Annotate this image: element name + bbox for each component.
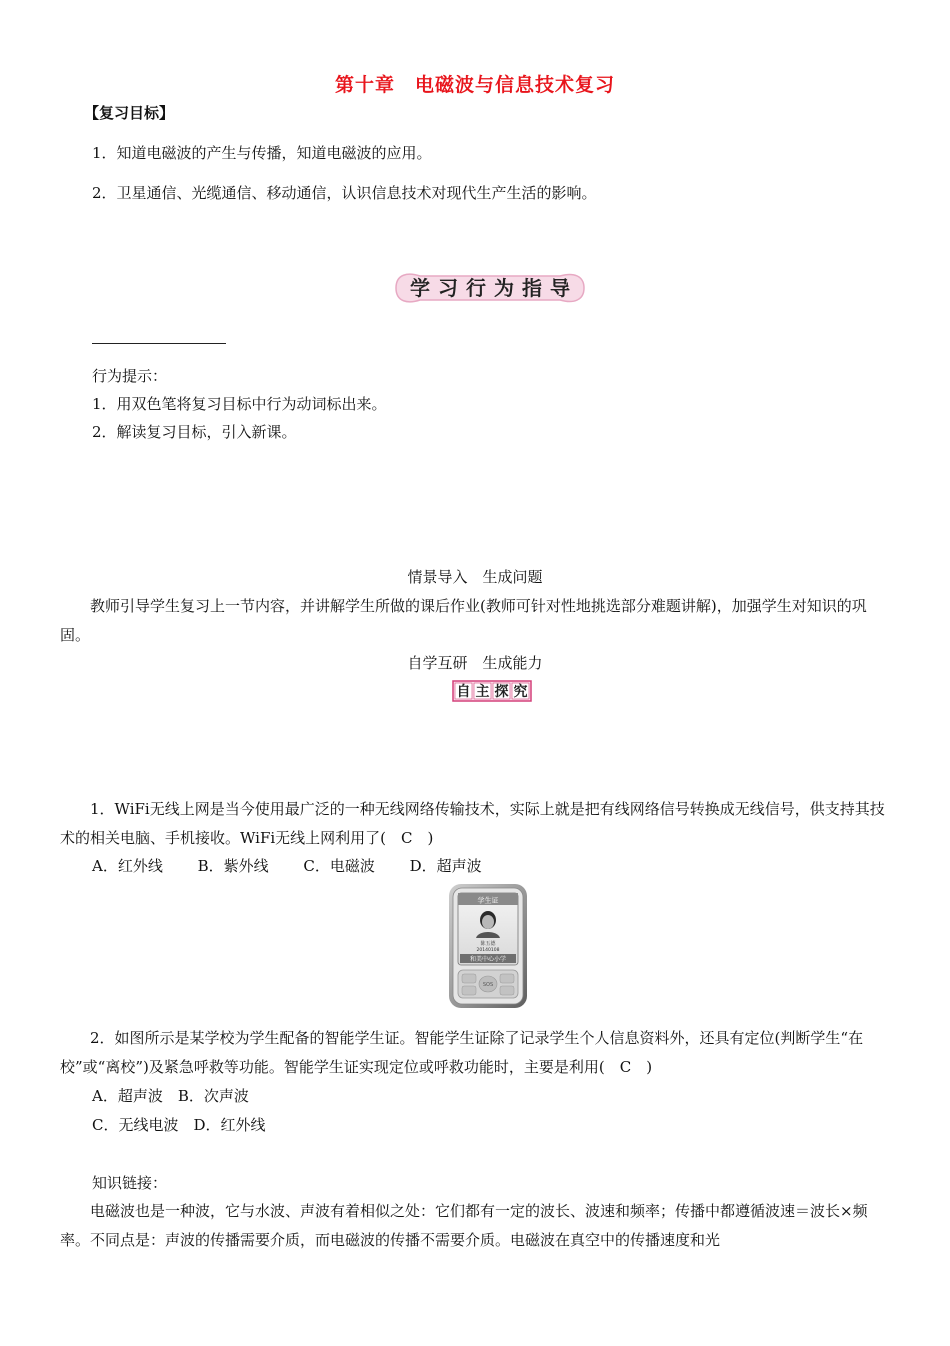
device-number-text: 20140108 (476, 948, 500, 953)
question-2-stem: 2．如图所示是某学校为学生配备的智能学生证。智能学生证除了记录学生个人信息资料外，还具有定位(判断学生“在校”或“离校”)及紧急呼救等功能。智能学生证实现定位或呼救功能时，主要是利用( C ) (60, 1029, 864, 1076)
banner-char: 导 (550, 276, 570, 300)
page-title: 第十章 电磁波与信息技术复习 (334, 74, 615, 96)
behavior-item-1: 1．用双色笔将复习目标中行为动词标出来。 (92, 395, 387, 413)
knowledge-heading: 知识链接： (92, 1174, 168, 1192)
study-guide-banner (390, 268, 590, 308)
behavior-item-2: 2．解读复习目标，引入新课。 (92, 423, 297, 441)
objectives-heading: 【复习目标】 (84, 104, 175, 122)
self-study-badge (452, 680, 532, 702)
banner-char: 行 (466, 276, 486, 300)
device-name-text: 陈五德 (480, 941, 496, 947)
badge-char: 主 (475, 684, 490, 700)
student-id-device-image (443, 882, 533, 1010)
badge-char: 究 (513, 684, 528, 700)
banner-char: 学 (410, 276, 430, 300)
knowledge-paragraph: 电磁波也是一种波，它与水波、声波有着相似之处：它们都有一定的波长、波速和频率；传播中都遵循波速＝波长×频率。不同点是：声波的传播需要介质，而电磁波的传播不需要介质。电磁波在真空中的传播速度和光 (60, 1202, 868, 1249)
device-school-text: 和美中心小学 (469, 956, 507, 963)
banner-char: 指 (522, 276, 542, 300)
behavior-heading: 行为提示： (92, 367, 168, 385)
intro-paragraph: 教师引导学生复习上一节内容，并讲解学生所做的课后作业(教师可针对性地挑选部分难题讲解)，加强学生对知识的巩固。 (60, 597, 867, 644)
device-header-text: 学生证 (477, 896, 499, 905)
question-2-options-line-2: C．无线电波 D．红外线 (92, 1116, 266, 1134)
objective-item-1: 1．知道电磁波的产生与传播，知道电磁波的应用。 (92, 144, 432, 162)
question-1-stem: 1．WiFi无线上网是当今使用最广泛的一种无线网络传输技术，实际上就是把有线网络信号转换成无线信号，供支持其技术的相关电脑、手机接收。WiFi无线上网利用了( C ) (60, 800, 885, 847)
question-2-options-line-1: A．超声波 B．次声波 (92, 1087, 249, 1105)
section-heading-intro: 情景导入 生成问题 (407, 568, 543, 586)
badge-char: 自 (456, 684, 471, 700)
banner-char: 习 (438, 276, 458, 300)
question-1-options: A．红外线 B．紫外线 C．电磁波 D．超声波 (92, 857, 482, 875)
badge-char: 探 (494, 684, 509, 700)
banner-char: 为 (494, 276, 514, 300)
divider-line (92, 343, 226, 344)
device-sos-text: SOS (482, 982, 494, 988)
objective-item-2: 2．卫星通信、光缆通信、移动通信，认识信息技术对现代生产生活的影响。 (92, 184, 597, 202)
section-heading-selfstudy: 自学互研 生成能力 (407, 654, 543, 672)
